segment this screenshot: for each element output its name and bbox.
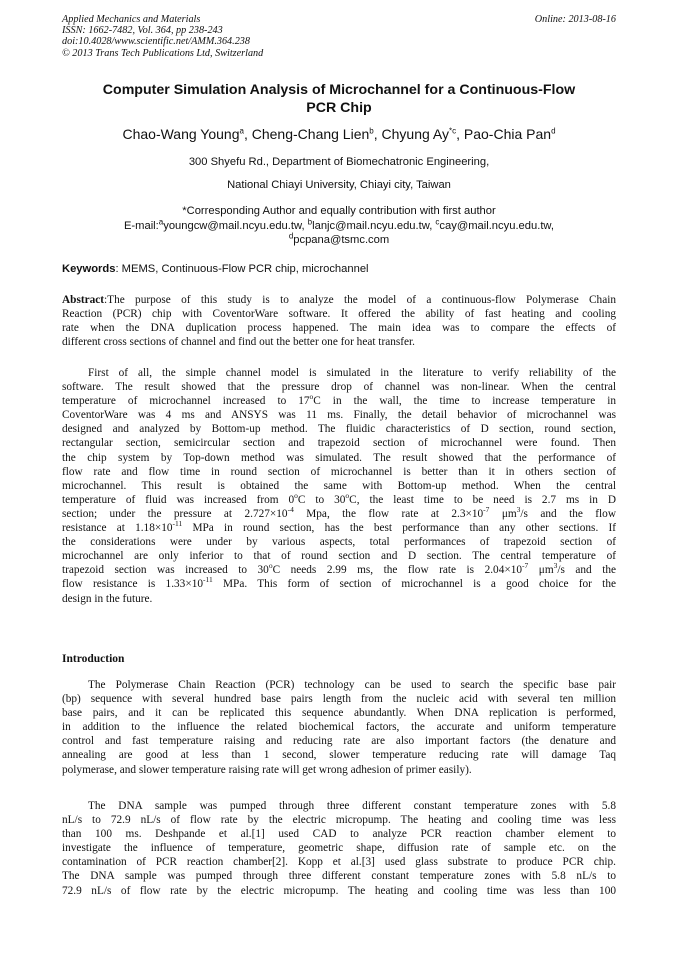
journal-issn: ISSN: 1662-7482, Vol. 364, pp 238-243 [62,25,223,37]
paper-title-line-2: PCR Chip [306,100,372,116]
email-link[interactable]: cay@mail.ncyu.edu.tw, [439,220,555,232]
journal-header [62,14,616,59]
abstract-label: Abstract [62,294,105,306]
paper-title [62,81,616,117]
keywords-label: Keywords [62,263,116,275]
keywords [62,262,616,276]
author-name: Cheng-Chang Lien [251,126,370,142]
journal-copyright: © 2013 Trans Tech Publications Ltd, Switzerland [62,47,264,59]
corresponding-author-note: *Corresponding Author and equally contribution with first author [182,205,496,217]
author-affil-mark: d [551,126,556,136]
author-emails: E-mail:$^a$youngcw@mail.ncyu.edu.tw, $^b$lanjc@mail.ncyu.edu.tw, $^c$cay@mail.ncyu.edu.tw, $^d$pcpana@tsmc.com [123,217,555,246]
author-name: Chao-Wang Young [122,126,240,142]
author-affil-mark: b [369,126,374,136]
author-name: Pao-Chia Pan [463,126,552,142]
author-affil-mark: *c [448,126,457,136]
author-affil-mark: a [239,126,244,136]
email-link[interactable]: lanjc@mail.ncyu.edu.tw, [312,220,433,232]
paper-title-line-1: Computer Simulation Analysis of Microchannel for a Continuous-Flow [102,82,576,98]
online-date: Online: 2013-08-16 [534,14,616,25]
introduction-paragraph-1: The Polymerase Chain Reaction (PCR) technology can be used to search the specific base pair (bp) sequence with several hundred base pairs length from the nucleic acid with several ten million base pairs, and it can be replicated this sequence abundantly. When DNA replication is performed, in addition to the influence the related biochemical factors, the accurate and uniform temperature control and fast temperature raising and reducing rate are also important factors (the denature and annealing are good at less than 1 second, slower temperature reducing rate will damage Taq polymerase, and slower temperature raising rate will get wrong adhesion of primer easily). [62,679,616,776]
author-list: Chao-Wang Young$^a$, Cheng-Chang Lien$^b$, Chyung Ay$^{*c}$, Pao-Chia Pan$^d$ [122,126,556,142]
affiliation-line-2: National Chiayi University, Chiayi city, Taiwan [227,179,451,191]
author-name: Chyung Ay [381,126,449,142]
email-link[interactable]: youngcw@mail.ncyu.edu.tw, [163,220,305,232]
affiliation-line-1: 300 Shyefu Rd., Department of Biomechatronic Engineering, [188,156,490,168]
journal-doi: doi:10.4028/www.scientific.net/AMM.364.238 [62,36,250,48]
introduction-paragraph-2: The DNA sample was pumped through three different constant temperature zones with 5.8 nL/s to 72.9 nL/s of flow rate by the electric micropump. The heating and cooling time was less than 100 ms. Deshpande et al.[1] used CAD to analyze PCR reaction chamber element to investigate the influence of temperature, geometric shape, diffusion rate of sample etc. on the contamination of PCR reaction chamber[2]. Kopp et al.[3] used glass substrate to produce PCR chip. The DNA sample was pumped through three different constant temperature zones with 5.8 nL/s to 72.9 nL/s of flow rate by the electric micropump. The heating and cooling time was less than 100 [62,800,616,897]
section-heading-introduction: Introduction [62,653,125,665]
abstract-paragraph: Abstract:The purpose of this study is to analyze the model of a continuous-flow Polymerase Chain Reaction (PCR) chip with CoventorWare software. It offered the ability of fast heating and cooling rate when the DNA duplication process happened. The main idea was to compare the effects of different cross sections of channel and find out the better one for heat transfer. [62,294,616,349]
journal-name: Applied Mechanics and Materials [62,14,201,25]
keywords-text: : MEMS, Continuous-Flow PCR chip, microchannel [115,263,369,275]
summary-paragraph: First of all, the simple channel model is simulated in the literature to verify reliability of the software. The result showed that the pressure drop of channel was non-linear. When the central temperature of microchannel increased to 17$^o$C in the wall, the time to increase temperature in CoventorWare was 4 ms and ANSYS was 11 ms. Finally, the detail behavior of microchannel was designed and analyzed by Bottom-up method. The fluidic characteristics of D section, round section, rectangular section, semicircular section and trapezoid section of microchannel were found. Then the chip system by Top-down method was simulated. The result showed that the performance of flow rate and flow time in round section of microchannel is better than it in others section of microchannel. This result is obtained the same with Bottom-up method. When the central temperature of fluid was increased from 0$^o$C to 30$^o$C, the least time to be need is 2.7 ms in D section; under the pressure at $2.727\times 10^{-4}$ Mpa, the flow rate at $2.3\times 10^{-7}$ $\mu m^3/s$ and the flow resistance at $1.18\times 10^{-11}$ MPa in round section, has the best performance than any other sections. If the considerations were under by various aspects, total performances of trapezoid section of microchannel are only inferior to that of round section and D section. The central temperature of trapezoid section was increased to 30$^o$C needs 2.99 ms, the flow rate is $2.04\times 10^{-7}$ $\mu m^3/s$ and the flow resistance is $1.33\times 10^{-11}$ MPa. This form of section of microchannel is a good choice for the design in the future. [62,367,617,605]
email-link[interactable]: pcpana@tsmc.com [293,234,390,246]
